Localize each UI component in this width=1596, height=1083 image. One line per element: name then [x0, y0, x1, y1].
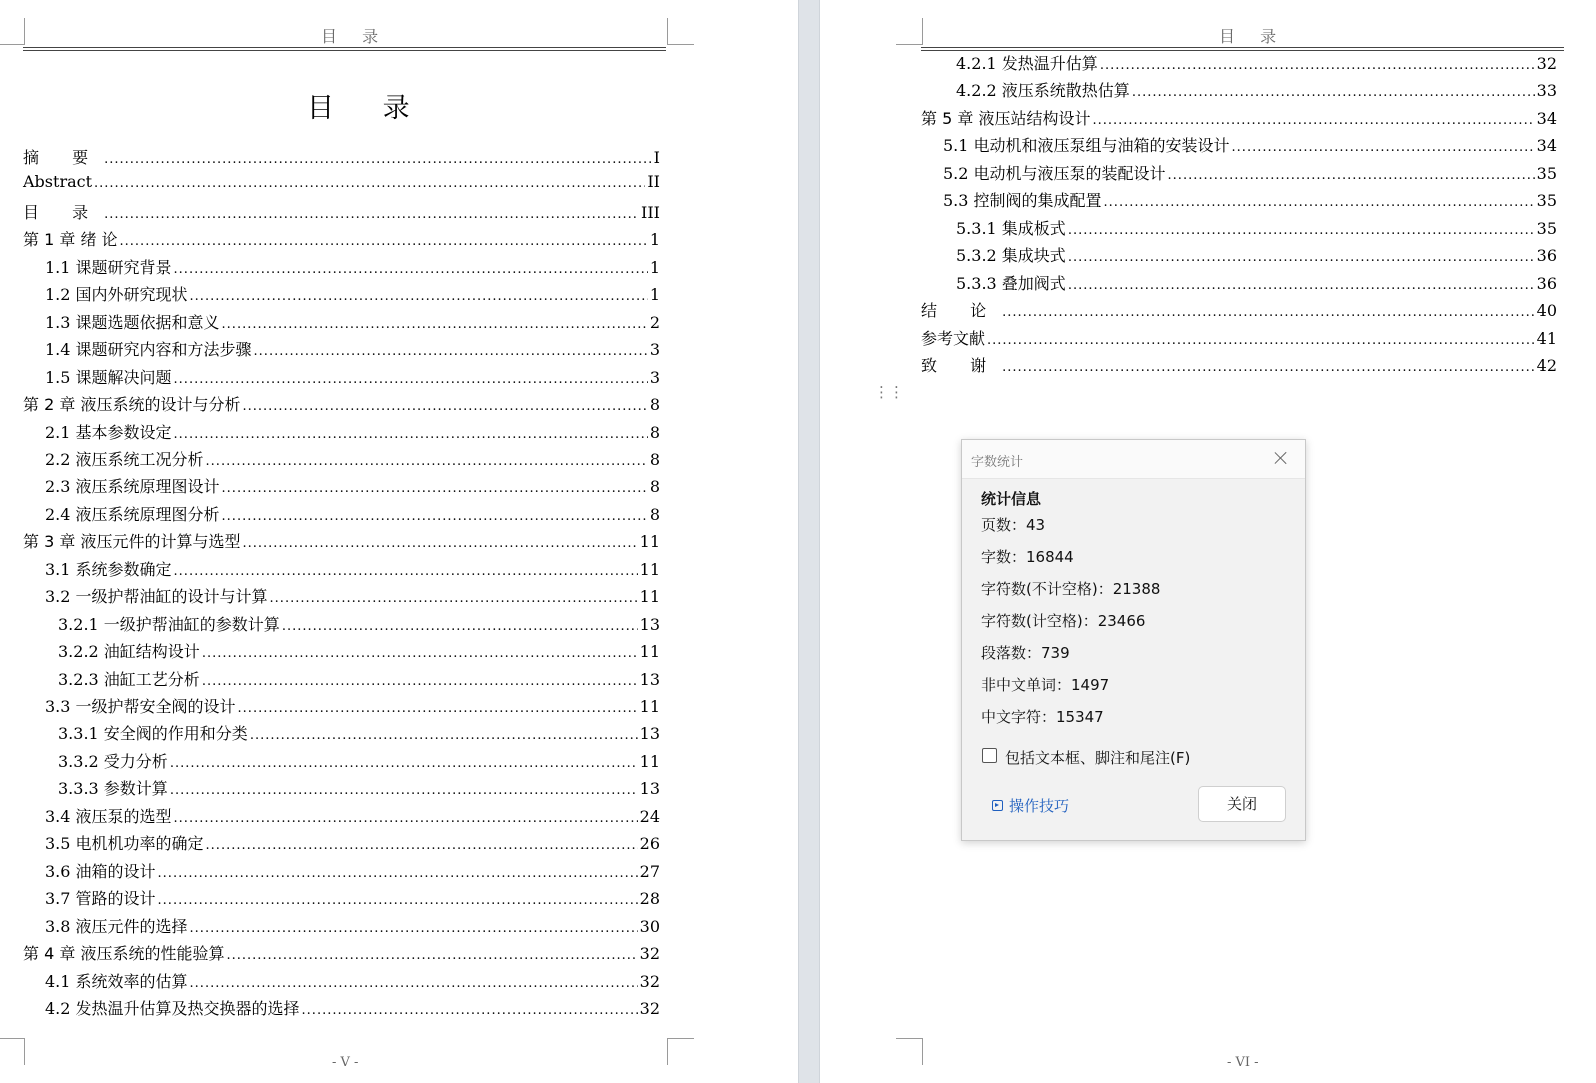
toc-leader-dots [174, 262, 648, 277]
toc-entry[interactable] [956, 216, 1557, 240]
toc-entry[interactable] [956, 271, 1557, 295]
toc-page-number: 34 [1536, 108, 1557, 128]
toc-page-number: 13 [639, 779, 660, 799]
toc-page-number: 1 [649, 285, 660, 305]
toc-entry[interactable] [23, 941, 660, 965]
toc-page-number: III [641, 202, 660, 222]
toc-entry[interactable] [23, 392, 660, 416]
toc-entry[interactable] [45, 584, 660, 608]
tips-link-label: 操作技巧 [1009, 797, 1070, 815]
toc-leader-dots [170, 783, 638, 798]
toc-entry-title: 3.6 油箱的设计 [45, 861, 156, 881]
toc-entry-title: 3.2.2 油缸结构设计 [58, 642, 200, 662]
toc-leader-dots [222, 509, 648, 524]
toc-leader-dots [1002, 305, 1535, 320]
toc-page-number: 27 [639, 861, 660, 881]
toc-leader-dots [104, 152, 652, 167]
toc-leader-dots [174, 427, 648, 442]
toc-leader-dots [250, 728, 638, 743]
toc-entry-title: 5.3.2 集成块式 [956, 246, 1066, 266]
toc-entry[interactable] [943, 188, 1557, 212]
page-footer: - V - [332, 1055, 359, 1070]
stat-paragraphs: 段落数：739 [981, 644, 1070, 662]
toc-entry-title: 2.2 液压系统工况分析 [45, 449, 204, 469]
page-gap [798, 0, 820, 1083]
toc-page-number: 8 [649, 395, 660, 415]
toc-entry-title: 3.5 电机机功率的确定 [45, 834, 204, 854]
stat-non-chinese-words: 非中文单词：1497 [981, 676, 1110, 694]
toc-entry-title: 2.1 基本参数设定 [45, 422, 172, 442]
toc-page-number: I [653, 148, 660, 167]
toc-entry[interactable] [45, 831, 660, 855]
toc-leader-dots [222, 481, 648, 496]
toc-entry-title: 4.1 系统效率的估算 [45, 971, 188, 991]
toc-entry[interactable] [58, 612, 660, 636]
stat-pages: 页数：43 [981, 516, 1046, 534]
crop-mark [667, 1038, 694, 1065]
toc-entry[interactable] [58, 776, 660, 800]
toc-entry-title: 致 谢 [921, 355, 1001, 375]
toc-page-number: 1 [649, 257, 660, 277]
toc-entry[interactable] [45, 859, 660, 883]
toc-entry[interactable] [943, 161, 1557, 185]
toc-entry[interactable] [956, 78, 1557, 102]
toc-page-number: 32 [639, 998, 660, 1018]
crop-mark [896, 18, 923, 45]
toc-entry-title: 第 4 章 液压系统的性能验算 [23, 944, 225, 964]
toc-page-number: 30 [639, 916, 660, 936]
toc-entry-title: 第 2 章 液压系统的设计与分析 [23, 395, 241, 415]
toc-leader-dots [282, 619, 638, 634]
toc-entry[interactable] [23, 227, 660, 251]
toc-entry[interactable] [58, 639, 660, 663]
stat-chinese-chars: 中文字符：15347 [981, 708, 1104, 726]
stats-heading: 统计信息 [981, 490, 1042, 508]
word-count-dialog [961, 439, 1306, 841]
toc-entry[interactable] [45, 804, 660, 828]
toc-entry-title: Abstract [23, 172, 93, 192]
toc-page-number: 8 [649, 477, 660, 497]
toc-leader-dots [1104, 195, 1535, 210]
stat-chars-with-spaces: 字符数(计空格)：23466 [981, 612, 1146, 630]
toc-entry-title: 5.3 控制阀的集成配置 [943, 191, 1102, 211]
toc-leader-dots [158, 866, 638, 881]
toc-leader-dots [206, 454, 648, 469]
toc-leader-dots [104, 207, 639, 222]
toc-entry[interactable] [45, 365, 660, 389]
toc-entry-title: 目 录 [23, 202, 103, 222]
toc-leader-dots [1068, 278, 1535, 293]
toc-entry-title: 第 3 章 液压元件的计算与选型 [23, 532, 241, 552]
toc-entry[interactable] [45, 914, 660, 938]
toc-leader-dots [302, 1003, 638, 1018]
toc-entry[interactable] [921, 353, 1557, 377]
toc-entry-title: 3.7 管路的设计 [45, 889, 156, 909]
toc-entry-title: 3.2.1 一级护帮油缸的参数计算 [58, 614, 280, 634]
toc-entry[interactable] [45, 310, 660, 334]
toc-entry[interactable] [45, 969, 660, 993]
toc-entry[interactable] [921, 326, 1557, 350]
toc-leader-dots [270, 591, 638, 606]
toc-entry-title: 3.4 液压泵的选型 [45, 806, 172, 826]
toc-entry-title: 2.4 液压系统原理图分析 [45, 504, 220, 524]
toc-entry[interactable] [921, 298, 1557, 322]
toc-entry-title: 2.3 液压系统原理图设计 [45, 477, 220, 497]
toc-entry-title: 1.2 国内外研究现状 [45, 285, 188, 305]
toc-entry-title: 5.3.1 集成板式 [956, 218, 1066, 238]
toc-leader-dots [174, 811, 638, 826]
toc-entry[interactable] [58, 721, 660, 745]
page-header: 目 录 [321, 27, 389, 46]
toc-leader-dots [190, 921, 638, 936]
toc-entry[interactable] [45, 996, 660, 1020]
toc-leader-dots [174, 564, 638, 579]
toc-page-number: 35 [1536, 191, 1557, 211]
toc-page-number: 41 [1536, 328, 1557, 348]
toc-entry-title: 参考文献 [921, 328, 986, 348]
toc-entry-title: 结 论 [921, 301, 1001, 321]
toc-page-number: 33 [1536, 81, 1557, 101]
toc-entry[interactable] [45, 886, 660, 910]
toc-entry[interactable] [45, 694, 660, 718]
toc-page-number: 1 [649, 230, 660, 250]
toc-page-number: 11 [639, 697, 660, 716]
toc-entry-title: 1.4 课题研究内容和方法步骤 [45, 340, 252, 360]
stat-chars-no-spaces: 字符数(不计空格)：21388 [981, 580, 1161, 598]
toc-entry-title: 4.2.2 液压系统散热估算 [956, 81, 1130, 101]
toc-page-number: 13 [639, 724, 660, 744]
toc-page-number: 24 [639, 806, 660, 826]
play-icon [992, 800, 1003, 811]
toc-entry-title: 3.8 液压元件的选择 [45, 916, 188, 936]
toc-page-number: 35 [1536, 218, 1557, 238]
toc-page-number: 34 [1536, 136, 1557, 156]
close-icon[interactable] [1271, 448, 1291, 468]
toc-entry[interactable] [45, 282, 660, 306]
toc-page-number: 11 [639, 559, 660, 579]
toc-title: 目 录 [307, 93, 430, 124]
toc-entry[interactable] [45, 447, 660, 471]
toc-page-number: 2 [649, 312, 660, 332]
toc-page-number: 36 [1536, 246, 1557, 266]
dialog-title: 字数统计 [971, 455, 1024, 470]
toc-entry[interactable] [58, 749, 660, 773]
toc-page-number: 8 [649, 422, 660, 442]
toc-page-number: II [647, 172, 660, 192]
toc-page-number: 3 [649, 340, 660, 360]
toc-entry[interactable] [23, 200, 660, 224]
toc-page-number: 26 [639, 834, 660, 854]
toc-leader-dots [1168, 168, 1535, 183]
include-textbox-label[interactable]: 包括文本框、脚注和尾注(F) [1005, 749, 1191, 767]
page-footer: - VI - [1227, 1055, 1259, 1070]
toc-leader-dots [174, 372, 648, 387]
toc-leader-dots [1092, 113, 1534, 128]
toc-leader-dots [987, 333, 1535, 348]
toc-entry-title: 摘 要 [23, 148, 103, 167]
toc-entry[interactable] [23, 529, 660, 553]
toc-leader-dots [170, 756, 638, 771]
toc-entry[interactable] [45, 557, 660, 581]
toc-entry-title: 5.3.3 叠加阀式 [956, 273, 1066, 293]
toc-entry[interactable] [943, 133, 1557, 157]
toc-entry-title: 第 5 章 液压站结构设计 [921, 108, 1091, 128]
toc-entry-title: 4.2.1 发热温升估算 [956, 54, 1098, 73]
toc-page-number: 35 [1536, 163, 1557, 183]
toc-entry[interactable] [45, 255, 660, 279]
header-rule [23, 47, 666, 51]
toc-entry[interactable] [45, 337, 660, 361]
toc-entry-title: 3.3.3 参数计算 [58, 779, 168, 799]
toc-entry-title: 4.2 发热温升估算及热交换器的选择 [45, 998, 300, 1018]
toc-leader-dots [158, 893, 638, 908]
toc-page-number: 28 [639, 889, 660, 909]
toc-entry-title: 3.3 一级护帮安全阀的设计 [45, 697, 236, 716]
toc-entry[interactable] [956, 51, 1557, 75]
toc-leader-dots [222, 317, 648, 332]
toc-entry-title: 3.2 一级护帮油缸的设计与计算 [45, 587, 268, 607]
toc-page-number: 11 [639, 751, 660, 771]
toc-entry-title: 1.3 课题选题依据和意义 [45, 312, 220, 332]
include-textbox-checkbox[interactable] [982, 748, 997, 763]
toc-entry-title: 3.2.3 油缸工艺分析 [58, 669, 200, 689]
toc-entry-title: 3.1 系统参数确定 [45, 559, 172, 579]
toc-leader-dots [254, 344, 648, 359]
toc-page-number: 32 [639, 971, 660, 991]
stat-words: 字数：16844 [981, 548, 1074, 566]
drag-handle-icon[interactable]: ⋮⋮ [874, 383, 904, 401]
toc-leader-dots [190, 976, 638, 991]
toc-entry-title: 5.2 电动机与液压泵的装配设计 [943, 163, 1166, 183]
crop-mark [896, 1038, 923, 1065]
crop-mark [0, 18, 25, 45]
toc-page-number: 32 [639, 944, 660, 964]
toc-page-number: 3 [649, 367, 660, 387]
crop-mark [667, 18, 694, 45]
toc-page-number: 36 [1536, 273, 1557, 293]
toc-page-number: 42 [1536, 355, 1557, 375]
toc-entry-title: 1.5 课题解决问题 [45, 367, 172, 387]
toc-entry[interactable] [956, 243, 1557, 267]
toc-entry-title: 3.3.1 安全阀的作用和分类 [58, 724, 248, 744]
toc-leader-dots [206, 838, 638, 853]
toc-leader-dots [202, 674, 638, 689]
toc-entry[interactable] [23, 172, 660, 196]
toc-entry[interactable] [921, 106, 1557, 130]
toc-leader-dots [190, 289, 648, 304]
toc-page-number: 11 [639, 642, 660, 662]
close-button[interactable]: 关闭 [1198, 786, 1286, 822]
page-header: 目 录 [1219, 27, 1287, 46]
toc-leader-dots [1002, 360, 1535, 375]
toc-page-number: 11 [639, 532, 660, 552]
toc-leader-dots [226, 948, 637, 963]
toc-entry[interactable] [58, 667, 660, 691]
toc-leader-dots [1100, 58, 1535, 73]
toc-leader-dots [242, 536, 637, 551]
toc-leader-dots [1068, 223, 1535, 238]
toc-page-number: 13 [639, 614, 660, 634]
toc-leader-dots [1068, 250, 1535, 265]
toc-page-number: 13 [639, 669, 660, 689]
toc-entry[interactable] [45, 474, 660, 498]
toc-entry-title: 5.1 电动机和液压泵组与油箱的安装设计 [943, 136, 1230, 156]
toc-entry[interactable] [23, 145, 660, 169]
toc-entry-title: 3.3.2 受力分析 [58, 751, 168, 771]
toc-entry-title: 第 1 章 绪 论 [23, 230, 118, 250]
toc-entry[interactable] [45, 420, 660, 444]
crop-mark [0, 1038, 25, 1065]
toc-leader-dots [120, 234, 648, 249]
toc-page-number: 8 [649, 449, 660, 469]
toc-leader-dots [242, 399, 647, 414]
toc-leader-dots [94, 176, 645, 191]
toc-entry[interactable] [45, 502, 660, 526]
toc-leader-dots [1132, 85, 1535, 100]
toc-leader-dots [1232, 140, 1535, 155]
toc-page-number: 32 [1536, 54, 1557, 73]
toc-entry-title: 1.1 课题研究背景 [45, 257, 172, 277]
toc-leader-dots [202, 646, 638, 661]
toc-leader-dots [238, 701, 638, 716]
dialog-titlebar[interactable] [962, 440, 1305, 479]
tips-link[interactable] [992, 795, 1069, 816]
toc-page-number: 11 [639, 587, 660, 607]
toc-page-number: 40 [1536, 301, 1557, 321]
toc-page-number: 8 [649, 504, 660, 524]
